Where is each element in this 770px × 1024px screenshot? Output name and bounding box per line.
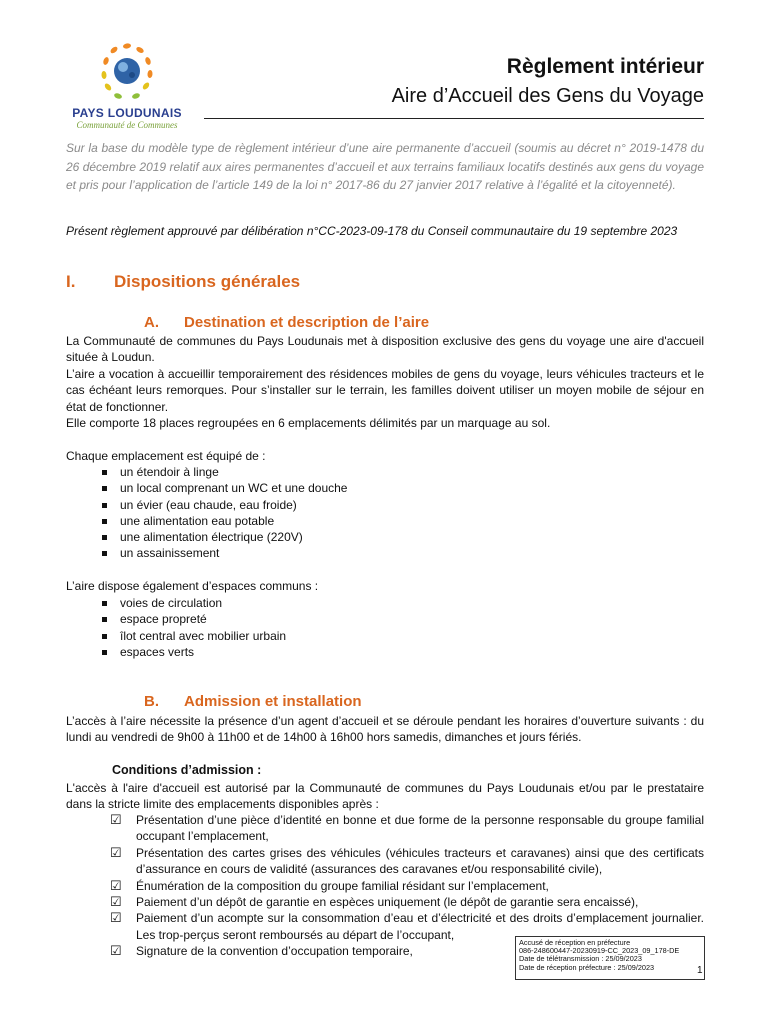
- list-item: un évier (eau chaude, eau froide): [100, 497, 347, 513]
- condition-text: Signature de la convention d’occupation temporaire,: [136, 944, 413, 959]
- list-item: voies de circulation: [100, 595, 286, 611]
- condition-text: Présentation des cartes grises des véhicules (véhicules tracteurs et caravanes) ainsi que des certificats d’assurance en cours de validité (assurances des caravanes et/ou responsabilité civile),: [136, 845, 704, 877]
- paragraph: Elle comporte 18 places regroupées en 6 emplacements délimités par un marquage au sol.: [66, 416, 551, 431]
- list-item: [110, 878, 704, 894]
- logo-tagline: Communauté de Communes: [76, 120, 178, 130]
- checkbox-checked-icon: ☑: [110, 877, 122, 893]
- checkbox-checked-icon: ☑: [110, 812, 122, 827]
- list-item: [110, 894, 704, 910]
- section-a-body: [66, 333, 704, 431]
- approval-paragraph: Présent règlement approuvé par délibération n°CC-2023-09-178 du Conseil communautaire du 19 septembre 2023: [66, 224, 678, 238]
- logo-name: PAYS LOUDUNAIS: [72, 106, 182, 120]
- common-spaces-list: [100, 595, 286, 660]
- common-spaces-intro: L’aire dispose également d’espaces communs :: [66, 579, 319, 593]
- list-item: îlot central avec mobilier urbain: [100, 628, 286, 644]
- section-b-heading: [144, 693, 362, 710]
- sun-logo-icon: [94, 40, 160, 104]
- list-item: espace propreté: [100, 611, 286, 627]
- checkbox-checked-icon: ☑: [110, 943, 122, 959]
- equipment-list: [100, 464, 347, 562]
- header-divider: [204, 118, 704, 119]
- checkbox-checked-icon: ☑: [110, 910, 122, 926]
- section-1-number: I.: [66, 272, 76, 291]
- paragraph: L’aire a vocation à accueillir temporairement des résidences mobiles de gens du voyage, leurs véhicules tracteurs et le cas échéant leurs remorques. Pour s’installer sur le terrain, les familles doivent utiliser un moyen mobile de séjour en état de fonctionner.: [66, 366, 704, 414]
- list-item: une alimentation eau potable: [100, 513, 347, 529]
- section-1-title: Dispositions générales: [114, 272, 301, 291]
- list-item: [110, 812, 704, 845]
- conditions-intro: L'accès à l'aire d'accueil est autorisé par la Communauté de communes du Pays Loudunais et/ou par le prestataire dans la stricte limite des emplacements disponibles après :: [66, 781, 704, 812]
- prefecture-receipt-stamp: [515, 936, 705, 980]
- pays-loudunais-logo: [62, 40, 192, 132]
- conditions-title: Conditions d’admission :: [112, 763, 262, 777]
- condition-text: Présentation d’une pièce d’identité en bonne et due forme de la personne responsable du groupe familial occupant l’emplacement,: [136, 813, 704, 844]
- list-item: un étendoir à linge: [100, 464, 347, 480]
- section-a-title: Destination et description de l’aire: [184, 314, 430, 331]
- stamp-line: Date de télétransmission : 25/09/2023: [519, 954, 642, 964]
- checkbox-checked-icon: ☑: [110, 894, 122, 910]
- list-item: un assainissement: [100, 545, 347, 561]
- condition-text: Énumération de la composition du groupe familial résidant sur l’emplacement,: [136, 878, 549, 893]
- condition-text: Paiement d’un dépôt de garantie en espèces uniquement (le dépôt de garantie sera encaissé),: [136, 895, 639, 910]
- stamp-line: Date de réception préfecture : 25/09/2023: [519, 962, 655, 972]
- list-item: [110, 845, 704, 878]
- section-a-heading: [144, 314, 429, 331]
- section-b-number: B.: [144, 693, 159, 710]
- equipment-intro: Chaque emplacement est équipé de :: [66, 449, 266, 463]
- condition-text: Paiement d’un acompte sur la consommation d’eau et d’électricité et des droits d’emplacement journalier. Les trop-perçus seront remboursés au départ de l’occupant,: [136, 911, 704, 942]
- document-subtitle: Aire d’Accueil des Gens du Voyage: [391, 85, 704, 107]
- list-item: une alimentation électrique (220V): [100, 529, 347, 545]
- document-title: Règlement intérieur: [506, 55, 704, 78]
- section-1-heading: [66, 272, 300, 292]
- list-item: un local comprenant un WC et une douche: [100, 480, 347, 496]
- section-a-number: A.: [144, 314, 159, 331]
- checkbox-checked-icon: ☑: [110, 844, 122, 860]
- paragraph: La Communauté de communes du Pays Loudunais met à disposition exclusive des gens du voyage une aire d'accueil située à Loudun.: [66, 334, 704, 365]
- section-b-title: Admission et installation: [184, 693, 362, 710]
- intro-paragraph: Sur la base du modèle type de règlement intérieur d’une aire permanente d’accueil (soumis au décret n° 2019-1478 du 26 décembre 2019 relatif aux aires permanentes d’accueil et aux terrains familiaux locatifs destinés aux gens du voyage et pris pour l’application de l’article 149 de la loi n° 2017-86 du 27 janvier 2017 relative à l’égalité et la citoyenneté).: [66, 141, 704, 192]
- page-number: 1: [697, 965, 703, 976]
- stamp-line: 086-248600447-20230919-CC_2023_09_178-DE: [519, 946, 680, 956]
- section-b-paragraph: L’accès à l’aire nécessite la présence d’un agent d’accueil et se déroule pendant les horaires d’ouverture suivants : du lundi au vendredi de 9h00 à 11h00 et de 14h00 à 16h00 hors samedis, dimanches et jours fériés.: [66, 714, 704, 745]
- stamp-line: Accusé de réception en préfecture: [519, 938, 631, 947]
- list-item: espaces verts: [100, 644, 286, 660]
